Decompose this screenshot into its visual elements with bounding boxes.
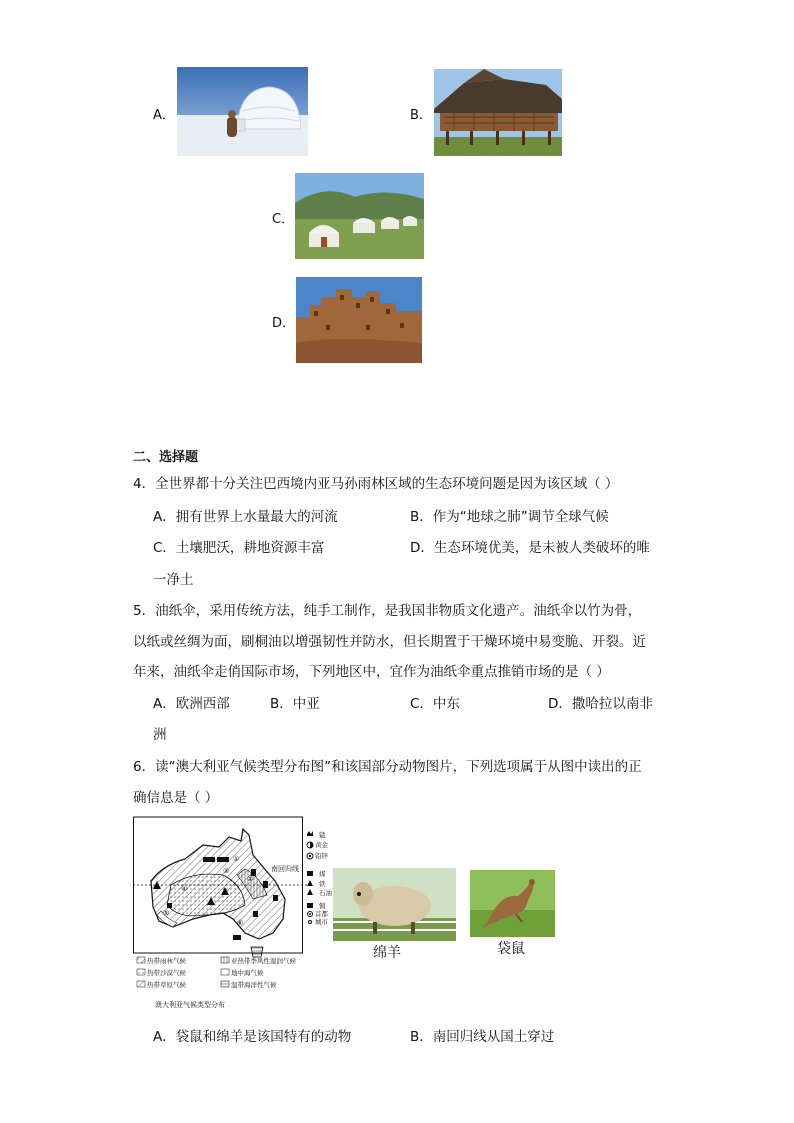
adobe-village-photo [296, 277, 422, 363]
q5-option-c: C．中东 [410, 696, 460, 712]
legend-mineral-8: 首都 [315, 910, 328, 918]
q5-option-a: A．欧洲西部 [153, 696, 230, 712]
kangaroo-label: 袋鼠 [497, 941, 525, 957]
legend-climate-2: 亚热带季风性湿润气候 [231, 957, 296, 965]
legend-mineral-9: 城市 [315, 918, 328, 925]
q4-option-d: D．生态环境优美，是未被人类破坏的唯 [410, 540, 650, 556]
legend-mineral-2: 黄金 [315, 841, 328, 849]
map-region-5: ⑤ [163, 909, 170, 917]
option-a-label: A． [153, 108, 175, 123]
sheep-photo [333, 868, 456, 941]
q6-line1: 6．读“澳大利亚气候类型分布图”和该国部分动物图片，下列选项属于从图中读出的正 [133, 759, 642, 775]
map-region-1: ① [233, 855, 240, 863]
legend-climate-3: 热带沙漠气候 [147, 969, 186, 977]
q6-option-a: A．袋鼠和绵羊是该国特有的动物 [153, 1029, 352, 1045]
q6-option-b: B．南回归线从国土穿过 [410, 1029, 555, 1045]
map-region-3: ③ [223, 867, 230, 875]
legend-mineral-4: 煤 [319, 870, 326, 878]
q5-option-d-cont: 洲 [153, 727, 167, 743]
map-region-6: ⑥ [237, 919, 244, 927]
q5-line2: 以纸或丝绸为面，刷桐油以增强韧性并防水，但长期置于干燥环境中易变脆、开裂。近 [133, 634, 646, 650]
option-d-label: D． [272, 316, 296, 331]
yurt-photo [295, 173, 424, 259]
q5-option-d: D．撒哈拉以南非 [548, 696, 653, 712]
kangaroo-photo [470, 870, 555, 937]
q5-option-b: B．中亚 [270, 696, 320, 712]
legend-mineral-1: 锰 [319, 831, 326, 839]
q6-line2: 确信息是（ ） [133, 790, 219, 806]
map-region-4: ④ [181, 885, 188, 893]
q4-stem: 4．全世界都十分关注巴西境内亚马孙雨林区域的生态环境问题是因为该区域（ ） [133, 476, 619, 492]
option-b-label: B． [410, 108, 432, 123]
legend-mineral-6: 石油 [319, 889, 332, 897]
q5-line3: 年来，油纸伞走俏国际市场，下列地区中，宜作为油纸伞重点推销市场的是（ ） [133, 664, 610, 680]
australia-climate-map [133, 815, 333, 1015]
q4-option-a: A．拥有世界上水量最大的河流 [153, 509, 338, 525]
q4-option-c: C．土壤肥沃，耕地资源丰富 [153, 540, 325, 556]
q4-option-b: B．作为“地球之肺”调节全球气候 [410, 509, 609, 525]
legend-climate-4: 地中海气候 [231, 969, 264, 977]
stilt-house-photo [434, 69, 562, 156]
legend-mineral-5: 铁 [319, 880, 326, 888]
sheep-label: 绵羊 [373, 945, 401, 961]
legend-climate-5: 热带草原气候 [147, 981, 186, 989]
legend-climate-6: 温带海洋性气候 [231, 981, 277, 989]
option-c-label: C． [272, 212, 295, 227]
legend-mineral-3: 铅锌 [315, 852, 328, 860]
q4-option-d-cont: 一净土 [153, 572, 194, 588]
igloo-photo [177, 67, 308, 156]
legend-mineral-7: 铜 [319, 902, 326, 910]
map-region-2: ② [247, 875, 254, 883]
tropic-label: 南回归线 [271, 865, 299, 873]
map-caption: 澳大利亚气候类型分布 [155, 1001, 225, 1009]
section-title: 二、选择题 [133, 450, 199, 465]
q5-line1: 5．油纸伞，采用传统方法，纯手工制作，是我国非物质文化遗产。油纸伞以竹为骨， [133, 603, 642, 619]
legend-climate-1: 热带雨林气候 [147, 957, 186, 965]
